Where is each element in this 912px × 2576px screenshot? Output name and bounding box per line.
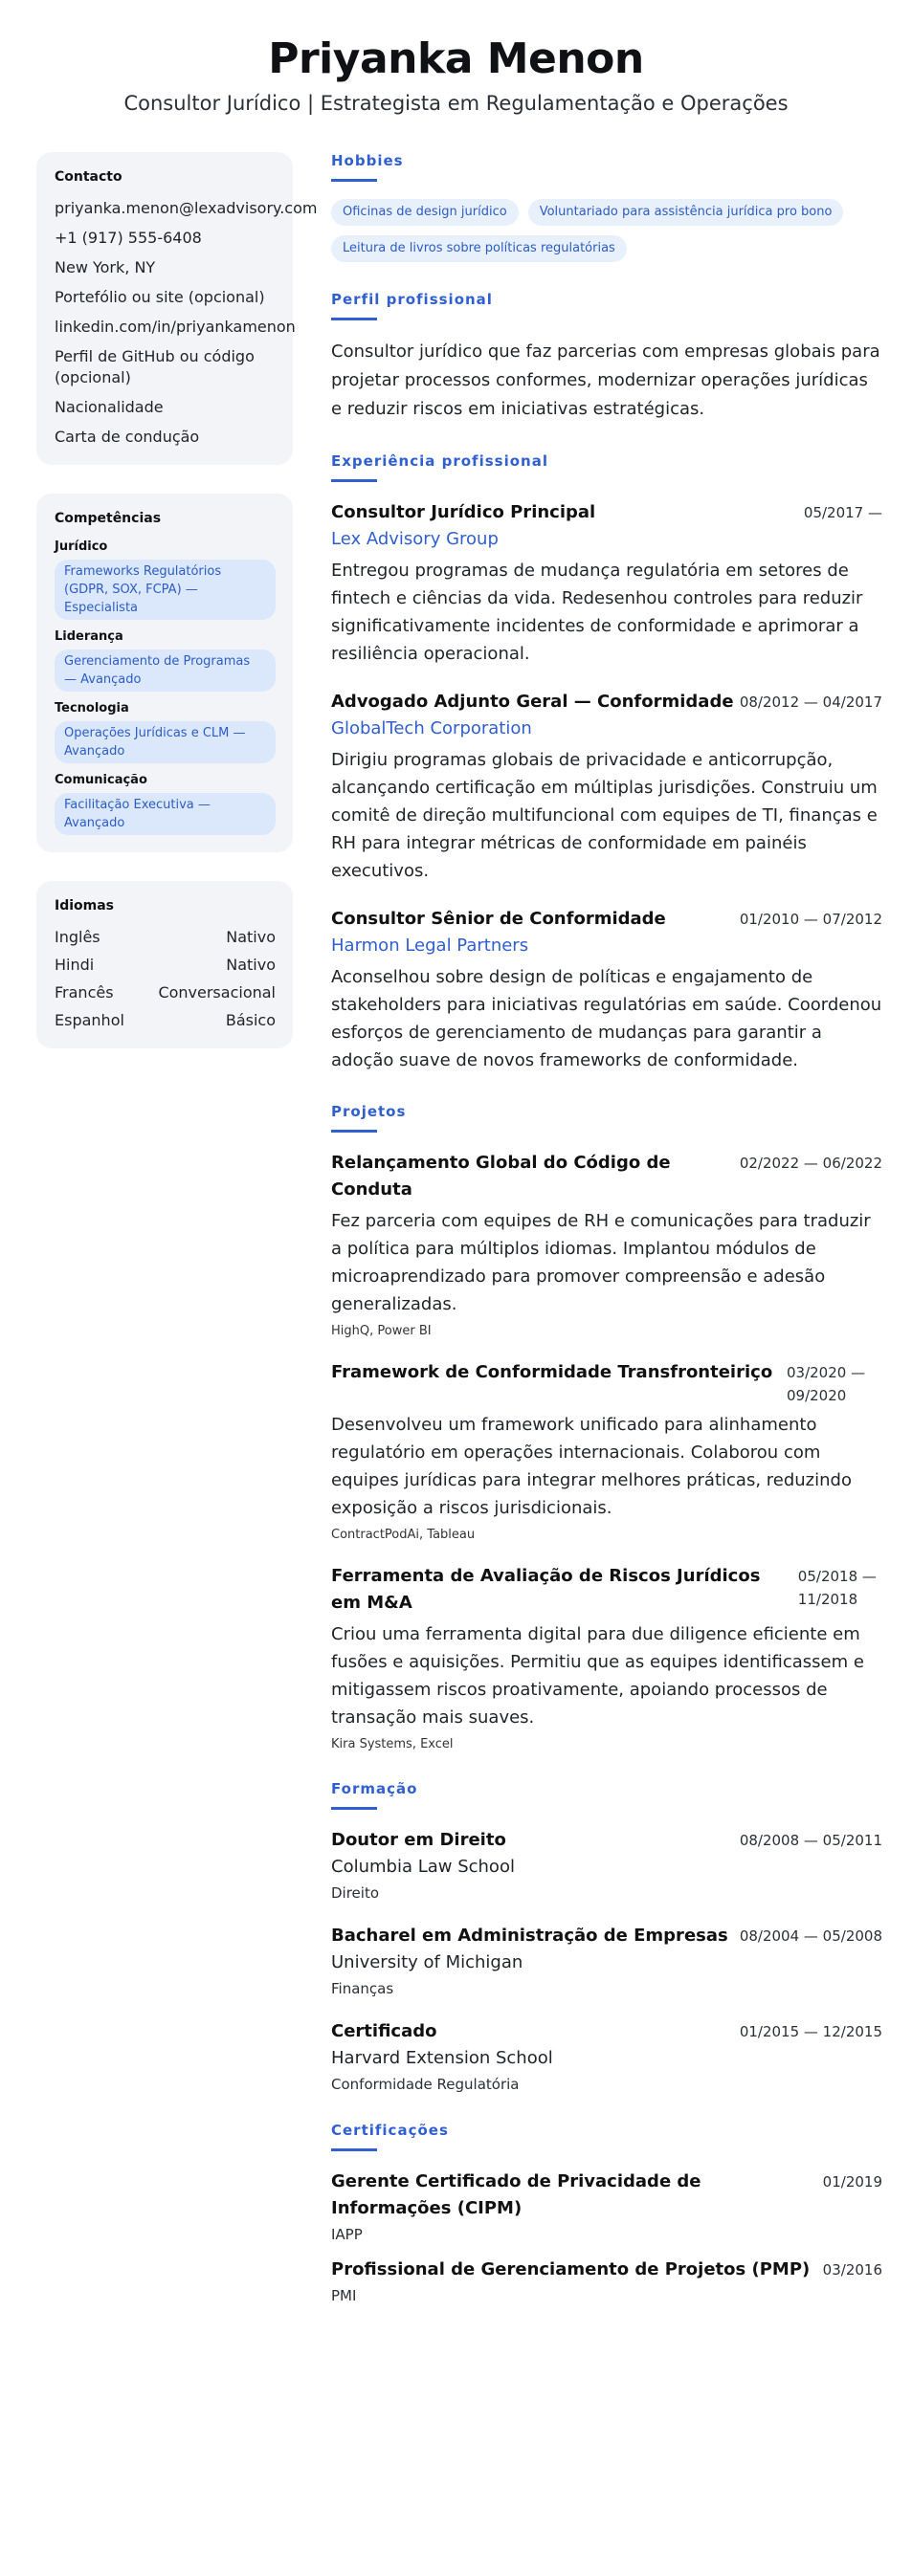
language-level: Nativo (226, 956, 276, 974)
resume-header (0, 34, 912, 117)
school-name: Harvard Extension School (331, 2048, 553, 2068)
section-divider (331, 2148, 377, 2151)
experience-section (331, 452, 882, 1074)
project-tools: HighQ, Power BI (331, 1324, 432, 1338)
education-dates: 08/2004 — 05/2008 (739, 1927, 882, 1945)
section-divider (331, 1807, 377, 1810)
contact-license: Carta de condução (55, 428, 200, 446)
project-description: Criou uma ferramenta digital para due diligence eficiente em fusões e aquisições. Permitiu que as equipes identificassem e mitigassem riscos proativamente, apoiando processos de transação mais suaves. (331, 1624, 864, 1728)
project-title: Ferramenta de Avaliação de Riscos Jurídicos em M&A (331, 1566, 761, 1613)
education-dates: 01/2015 — 12/2015 (739, 2023, 882, 2040)
language-row (55, 1010, 276, 1031)
experience-entry (331, 499, 882, 668)
education-entry (331, 1827, 882, 1902)
experience-entry (331, 689, 882, 885)
language-level: Nativo (226, 928, 276, 946)
certification-issuer: PMI (331, 2287, 357, 2304)
degree-title: Bacharel em Administração de Empresas (331, 1926, 728, 1946)
school-name: University of Michigan (331, 1952, 523, 1972)
project-entry (331, 1359, 882, 1542)
project-dates: 05/2018 — 11/2018 (797, 1568, 877, 1608)
certification-issuer: IAPP (331, 2226, 363, 2243)
project-description: Desenvolveu um framework unificado para alinhamento regulatório em operações internacionais. Colaborou com equipes jurídicas para integrar melhores práticas, reduzindo exposição a riscos jurisdicionais. (331, 1415, 852, 1518)
languages-card (36, 881, 293, 1048)
candidate-name: Priyanka Menon (268, 34, 644, 83)
company-name: GlobalTech Corporation (331, 718, 532, 738)
projects-section (331, 1103, 882, 1751)
certification-date: 03/2016 (822, 2261, 882, 2279)
certification-entry (331, 2169, 882, 2243)
field-of-study: Direito (331, 1884, 380, 1902)
contact-title: Contacto (55, 169, 122, 185)
project-title: Relançamento Global do Código de Conduta (331, 1153, 671, 1200)
job-description: Aconselhou sobre design de políticas e engajamento de stakeholders para iniciativas regulatórias em saúde. Coordenou esforços de gerenciamento de mudanças para garantir a adoção suave de novos frameworks de conformidade. (331, 967, 882, 1070)
profile-section (331, 291, 882, 424)
hobby-list (331, 199, 882, 262)
school-name: Columbia Law School (331, 1857, 515, 1877)
contact-location: New York, NY (55, 258, 156, 276)
contact-github[interactable]: Perfil de GitHub ou código (opcional) (55, 347, 255, 386)
job-dates: 08/2012 — 04/2017 (739, 694, 882, 711)
certifications-section (331, 2122, 882, 2304)
section-title: Experiência profissional (331, 452, 548, 470)
skill-pill: Operações Jurídicas e CLM — Avançado (55, 721, 276, 763)
project-tools: Kira Systems, Excel (331, 1737, 454, 1751)
degree-title: Certificado (331, 2021, 437, 2041)
education-entry (331, 1923, 882, 1997)
project-tools: ContractPodAi, Tableau (331, 1528, 476, 1542)
field-of-study: Finanças (331, 1980, 394, 1997)
language-level: Conversacional (158, 983, 276, 1002)
hobby-pill: Voluntariado para assistência jurídica pro bono (528, 199, 844, 226)
project-entry (331, 1563, 882, 1751)
section-title: Perfil profissional (331, 291, 493, 308)
sidebar (36, 152, 318, 1077)
section-title: Projetos (331, 1103, 407, 1120)
skill-category: Liderança (55, 629, 123, 644)
section-divider (331, 318, 377, 320)
skill-pill: Frameworks Regulatórios (GDPR, SOX, FCPA) — Especialista (55, 560, 276, 620)
education-entry (331, 2018, 882, 2093)
contact-portfolio[interactable]: Portefólio ou site (opcional) (55, 288, 265, 306)
language-row (55, 955, 276, 976)
certification-entry (331, 2257, 882, 2304)
language-name: Hindi (55, 956, 95, 974)
profile-summary: Consultor jurídico que faz parcerias com empresas globais para projetar processos conformes, modernizar operações jurídicas e reduzir riscos em iniciativas estratégicas. (331, 341, 880, 419)
job-title: Consultor Jurídico Principal (331, 502, 596, 522)
project-description: Fez parceria com equipes de RH e comunicações para traduzir a política para múltiplos idiomas. Implantou módulos de microaprendizado para promover compreensão e adesão generalizadas. (331, 1211, 871, 1314)
contact-phone[interactable]: +1 (917) 555-6408 (55, 229, 202, 247)
company-name: Harmon Legal Partners (331, 936, 529, 956)
project-entry (331, 1150, 882, 1338)
job-dates: 05/2017 — (803, 504, 882, 521)
section-title: Hobbies (331, 152, 404, 169)
languages-title: Idiomas (55, 898, 115, 914)
contact-email[interactable]: priyanka.menon@lexadvisory.com (55, 199, 318, 217)
job-description: Entregou programas de mudança regulatória em setores de fintech e ciências da vida. Redesenhou controles para reduzir significativamente incidentes de conformidade e aprimorar a resiliência operacional. (331, 561, 863, 664)
language-name: Francês (55, 983, 114, 1002)
section-title: Certificações (331, 2122, 449, 2139)
job-description: Dirigiu programas globais de privacidade e anticorrupção, alcançando certificação em múltiplas jurisdições. Construiu um comitê de direção multifuncional com equipes de TI, finanças e RH para integrar métricas de conformidade em painéis executivos. (331, 750, 878, 881)
company-name: Lex Advisory Group (331, 529, 499, 549)
project-title: Framework de Conformidade Transfronteiriço (331, 1362, 773, 1382)
experience-entry (331, 906, 882, 1074)
job-title: Advogado Adjunto Geral — Conformidade (331, 692, 734, 712)
language-row (55, 982, 276, 1003)
hobbies-section (331, 152, 882, 262)
language-row (55, 927, 276, 948)
project-dates: 02/2022 — 06/2022 (739, 1155, 882, 1172)
job-dates: 01/2010 — 07/2012 (739, 911, 882, 928)
certification-title: Gerente Certificado de Privacidade de Informações (CIPM) (331, 2171, 701, 2218)
skill-pill: Facilitação Executiva — Avançado (55, 793, 276, 835)
field-of-study: Conformidade Regulatória (331, 2076, 520, 2093)
section-divider (331, 1130, 377, 1133)
certification-title: Profissional de Gerenciamento de Projetos (PMP) (331, 2259, 811, 2279)
language-name: Inglês (55, 928, 100, 946)
job-title: Consultor Sênior de Conformidade (331, 909, 666, 929)
section-divider (331, 479, 377, 482)
candidate-subtitle: Consultor Jurídico | Estrategista em Regulamentação e Operações (123, 92, 789, 115)
hobby-pill: Leitura de livros sobre políticas regulatórias (331, 235, 627, 262)
project-dates: 03/2020 — 09/2020 (787, 1364, 866, 1404)
contact-nationality: Nacionalidade (55, 398, 164, 416)
skill-category: Comunicação (55, 773, 147, 787)
skills-card (36, 494, 293, 852)
contact-card (36, 152, 318, 465)
section-divider (331, 179, 377, 182)
education-dates: 08/2008 — 05/2011 (739, 1832, 882, 1849)
skill-category: Jurídico (55, 539, 108, 554)
hobby-pill: Oficinas de design jurídico (331, 199, 519, 226)
contact-linkedin[interactable]: linkedin.com/in/priyankamenon (55, 318, 296, 336)
section-title: Formação (331, 1780, 418, 1797)
skill-pill: Gerenciamento de Programas — Avançado (55, 650, 276, 692)
education-section (331, 1780, 882, 2093)
main-content (331, 152, 882, 2333)
certification-date: 01/2019 (822, 2173, 882, 2191)
skills-title: Competências (55, 511, 162, 526)
language-level: Básico (225, 1011, 276, 1029)
language-name: Espanhol (55, 1011, 124, 1029)
skill-category: Tecnologia (55, 701, 129, 716)
degree-title: Doutor em Direito (331, 1830, 506, 1850)
